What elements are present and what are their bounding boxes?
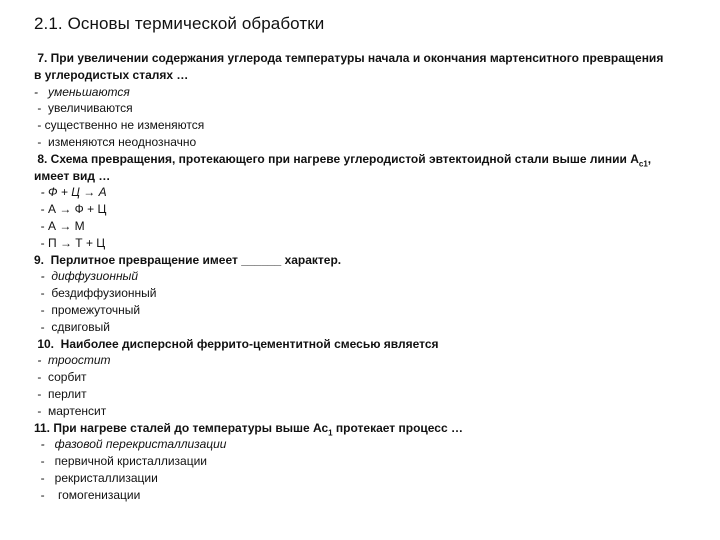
section-title: 2.1. Основы термической обработки — [34, 14, 325, 33]
answer-11-4: - гомогенизации — [34, 487, 141, 502]
question-8-line-2: имеет вид … — [34, 168, 111, 183]
answer-7-4: - изменяются неоднозначно — [34, 134, 197, 149]
answer-10-4: - мартенсит — [34, 403, 107, 418]
answer-9-4: - сдвиговый — [34, 319, 110, 334]
answer-10-2: - сорбит — [34, 370, 87, 385]
question-7-line-1: 7. При увеличении содержания углерода температуры начала и окончания мартенситного превращения — [34, 51, 664, 65]
question-11-line-1 — [34, 420, 704, 437]
answer-9-2: - бездиффузионный — [34, 286, 157, 301]
question-8-suffix: , — [647, 151, 652, 166]
answer-11-1: - фазовой перекристаллизации — [34, 437, 227, 452]
question-11-text-end: протекает процесс … — [332, 420, 463, 435]
answer-8-4: - П → Т + Ц — [34, 235, 106, 250]
answer-7-3: - существенно не изменяются — [34, 118, 205, 133]
question-11-text: 11. При нагреве сталей до температуры выше Ас — [34, 420, 329, 435]
answer-7-2: - увеличиваются — [34, 101, 133, 116]
answer-9-1: - диффузионный — [34, 269, 139, 284]
question-7-line-2: в углеродистых сталях … — [34, 67, 189, 82]
answer-7-1: - уменьшаются — [34, 84, 130, 99]
answer-8-2: - А → Ф + Ц — [34, 202, 107, 217]
answer-9-3: - промежуточный — [34, 302, 141, 317]
question-8-subscript: с1 — [638, 159, 648, 169]
question-10-line-1: 10. Наиболее дисперсной феррито-цементитной смесью является — [34, 336, 439, 351]
question-8-line-1 — [34, 151, 704, 168]
question-8-text: 8. Схема превращения, протекающего при нагреве углеродистой эвтектоидной стали выше линии А — [34, 151, 639, 166]
questions-list — [34, 50, 704, 504]
answer-10-3: - перлит — [34, 386, 87, 401]
answer-8-3: - А → М — [34, 218, 85, 233]
question-9-line-1: 9. Перлитное превращение имеет ______ характер. — [34, 252, 342, 267]
answer-11-2: - первичной кристаллизации — [34, 454, 208, 469]
answer-11-3: - рекристаллизации — [34, 470, 158, 485]
answer-10-1: - троостит — [34, 353, 111, 368]
answer-8-1: - Ф + Ц → А — [34, 185, 107, 200]
question-11-subscript: 1 — [328, 427, 333, 437]
